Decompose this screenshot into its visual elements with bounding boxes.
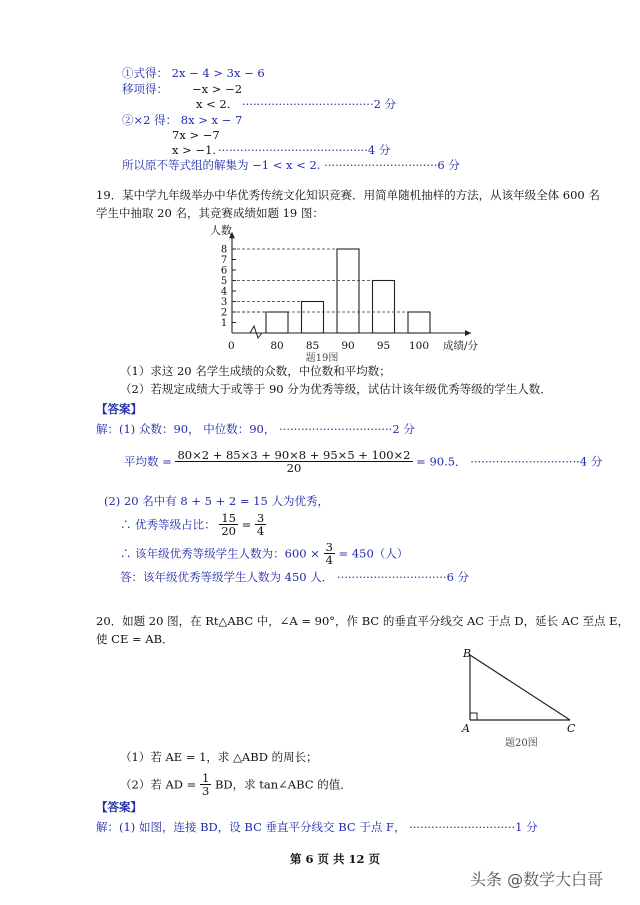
- q20-triangle-figure: [455, 645, 585, 750]
- q19-answer-1: 解：(1) 众数：90， 中位数：90， ·······························2 分: [96, 422, 415, 436]
- avg-denominator: 20: [286, 461, 302, 475]
- y-tick-label: 6: [220, 265, 228, 277]
- ratio-denominator-2: 4: [256, 524, 265, 538]
- avg-label: 平均数 =: [124, 454, 172, 469]
- y-tick-label: 2: [220, 307, 228, 319]
- sol18-line2: 移项得：: [122, 82, 168, 96]
- ratio-equals: =: [241, 517, 252, 532]
- ratio-numerator-2: 3: [256, 511, 265, 525]
- vertex-c-label: C: [567, 722, 576, 735]
- origin-label: 0: [228, 340, 235, 352]
- x-tick-label: 80: [270, 340, 284, 352]
- ratio-label: ∴ 优秀等级占比：: [120, 517, 216, 532]
- ratio-fraction-2: [255, 512, 266, 537]
- sol18-line5: 7x > −7: [172, 128, 220, 142]
- bar-100: [408, 312, 430, 333]
- watermark: 头条 @数学大白哥: [470, 870, 604, 889]
- q20-sub2-fraction: [200, 772, 211, 797]
- ratio-numerator-1: 15: [221, 511, 236, 525]
- figure-19-caption: 题19图: [305, 353, 339, 364]
- q19-ratio-line: [120, 512, 266, 537]
- y-axis-label: 人数: [210, 224, 232, 238]
- q19-estimate-line: [120, 541, 408, 566]
- vertex-b-label: B: [463, 647, 472, 660]
- sol18-line6: x > −1.: [172, 143, 217, 157]
- y-tick-label: 4: [220, 286, 228, 298]
- q20-sub1: （1）若 AE = 1，求 △ABD 的周长；: [120, 750, 318, 764]
- x-tick-label: 85: [305, 340, 320, 352]
- q20-sub2: [120, 772, 352, 797]
- q19-sub2: （2）若规定成绩大于或等于 90 分为优秀等级，试估计该年级优秀等级的学生人数．: [120, 382, 552, 396]
- bar-95: [373, 281, 395, 334]
- vertex-a-label: A: [462, 722, 470, 735]
- y-tick-label: 7: [220, 255, 228, 266]
- q19-answer-2: (2) 20 名中有 8 + 5 + 2 = 15 人为优秀，: [104, 494, 329, 508]
- q19-final-answer: 答：该年级优秀等级学生人数为 450 人． ······························6 分: [120, 570, 470, 584]
- x-tick-label: 90: [341, 340, 355, 352]
- q19-line2: 学生中抽取 20 名，其竞赛成绩如题 19 图：: [96, 206, 324, 220]
- avg-numerator: 80×2 + 85×3 + 90×8 + 95×5 + 100×2: [177, 448, 411, 462]
- triangle-side-bc: [470, 655, 570, 720]
- x-axis-arrow: [465, 330, 471, 336]
- y-tick-label: 8: [220, 244, 228, 256]
- bar-90: [337, 249, 359, 333]
- y-tick-label: 5: [220, 276, 228, 287]
- ratio-fraction-1: [219, 512, 238, 537]
- q19-answer-tag: 【答案】: [96, 402, 142, 416]
- q20-answer-tag: 【答案】: [96, 800, 142, 814]
- axis-break-mark: [250, 326, 262, 338]
- q20-sub2-denominator: 3: [201, 784, 210, 798]
- estimate-label: ∴ 该年级优秀等级学生人数为：600 ×: [120, 546, 320, 561]
- x-tick-label: 95: [376, 340, 391, 352]
- sol18-line1: ①式得： 2x − 4 > 3x − 6: [122, 66, 265, 80]
- q20-answer-1: 解：(1) 如图，连接 BD，设 BC 垂直平分线交 BC 于点 F， ·····························1 分: [96, 820, 538, 834]
- sol18-line4: ②×2 得： 8x > x − 7: [122, 113, 243, 127]
- estimate-fraction: [324, 541, 335, 566]
- sol18-line2b: −x > −2: [192, 82, 243, 96]
- figure-20-caption: 题20图: [505, 738, 538, 749]
- avg-fraction: [175, 449, 412, 474]
- q20-sub2-numerator: 1: [201, 771, 210, 785]
- sol18-line6-dots: ·········································4 分: [218, 143, 391, 157]
- ratio-denominator-1: 20: [221, 524, 236, 538]
- q20-line1: 20．如题 20 图，在 Rt△ABC 中，∠A = 90°，作 BC 的垂直平分线交 AC 于点 D，延长 AC 至点 E，: [96, 614, 630, 628]
- sol18-line7: 所以原不等式组的解集为 −1 < x < 2. ·······························6 分: [122, 158, 460, 172]
- sol18-line3: x < 2.: [196, 97, 231, 111]
- q20-sub2-prefix: （2）若 AD =: [120, 777, 197, 792]
- page-number: 第 6 页 共 12 页: [290, 852, 381, 866]
- y-tick-label: 1: [220, 318, 228, 329]
- q19-sub1: （1）求这 20 名学生成绩的众数，中位数和平均数；: [120, 364, 391, 378]
- sol18-line3-dots: ····································2 分: [242, 97, 397, 111]
- avg-result: = 90.5． ······························4 分: [416, 454, 603, 469]
- bar-85: [302, 302, 324, 334]
- x-axis-label: 成绩/分: [443, 340, 479, 352]
- estimate-result: = 450（人）: [338, 546, 409, 561]
- estimate-numerator: 3: [325, 540, 333, 554]
- x-tick-label: 100: [408, 340, 430, 352]
- estimate-denominator: 4: [325, 553, 333, 567]
- q20-sub2-suffix: BD，求 tan∠ABC 的值．: [214, 777, 352, 792]
- q19-average-line: [124, 449, 602, 474]
- y-tick-label: 3: [220, 297, 228, 308]
- right-angle-mark: [470, 713, 477, 720]
- q19-line1: 19．某中学九年级举办中华优秀传统文化知识竞赛．用简单随机抽样的方法，从该年级全体 600 名: [96, 188, 600, 202]
- bar-80: [266, 312, 288, 333]
- q20-line2: 使 CE = AB．: [96, 632, 174, 646]
